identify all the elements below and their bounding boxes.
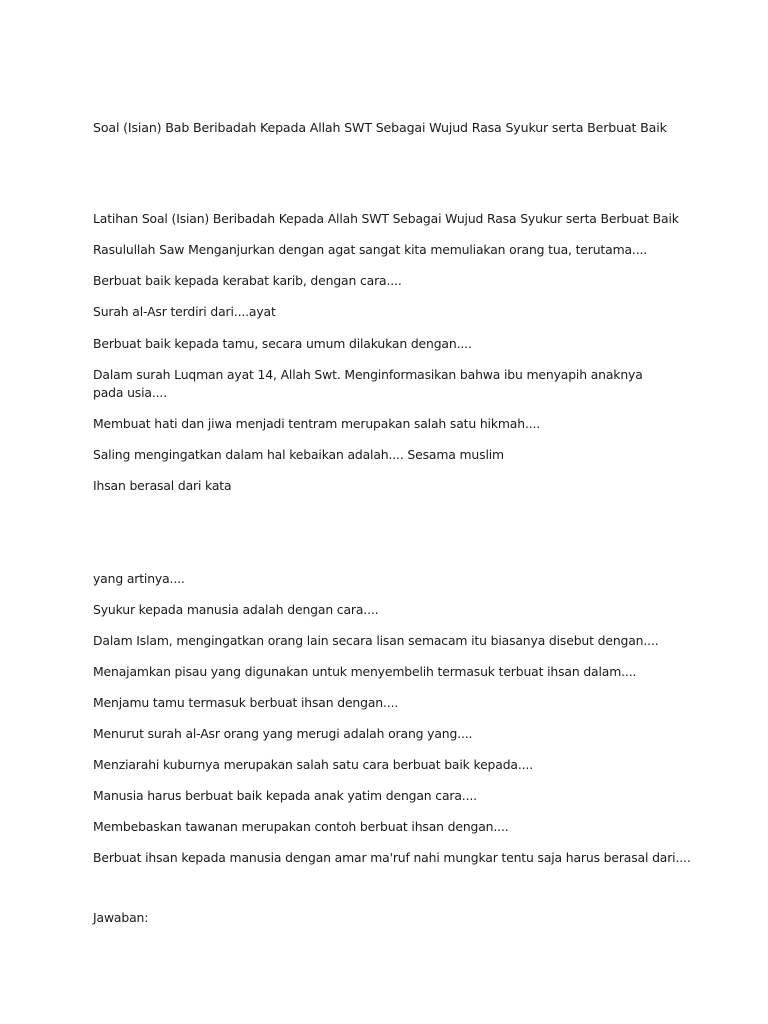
question-item: Menjamu tamu termasuk berbuat ihsan dengan.... [93,695,399,710]
document-title: Soal (Isian) Bab Beribadah Kepada Allah SWT Sebagai Wujud Rasa Syukur serta Berbuat Baik [93,120,667,135]
question-item: Ihsan berasal dari kata [93,478,232,493]
document-subtitle: Latihan Soal (Isian) Beribadah Kepada Allah SWT Sebagai Wujud Rasa Syukur serta Berbuat Baik [93,211,679,226]
question-item: Menurut surah al-Asr orang yang merugi adalah orang yang.... [93,726,473,741]
question-item: Saling mengingatkan dalam hal kebaikan adalah.... Sesama muslim [93,447,504,462]
question-item: Berbuat baik kepada tamu, secara umum dilakukan dengan.... [93,336,472,351]
question-item: Membebaskan tawanan merupakan contoh berbuat ihsan dengan.... [93,819,509,834]
question-item: Dalam Islam, mengingatkan orang lain secara lisan semacam itu biasanya disebut dengan.... [93,633,659,648]
question-item: Berbuat ihsan kepada manusia dengan amar ma'ruf nahi mungkar tentu saja harus berasal dari.... [93,850,691,865]
answer-label: Jawaban: [93,910,149,925]
question-item: Rasulullah Saw Menganjurkan dengan agat sangat kita memuliakan orang tua, terutama.... [93,242,648,257]
question-item: Manusia harus berbuat baik kepada anak yatim dengan cara.... [93,788,477,803]
question-item: Surah al-Asr terdiri dari....ayat [93,304,276,319]
question-item: Syukur kepada manusia adalah dengan cara.... [93,602,379,617]
question-item: Dalam surah Luqman ayat 14, Allah Swt. Menginformasikan bahwa ibu menyapih anaknya pada usia.... [93,367,643,400]
question-item: Membuat hati dan jiwa menjadi tentram merupakan salah satu hikmah.... [93,416,541,431]
question-item: Berbuat baik kepada kerabat karib, dengan cara.... [93,273,402,288]
question-item: Menajamkan pisau yang digunakan untuk menyembelih termasuk terbuat ihsan dalam.... [93,664,637,679]
question-item: yang artinya.... [93,571,185,586]
question-item: Menziarahi kuburnya merupakan salah satu cara berbuat baik kepada.... [93,757,534,772]
